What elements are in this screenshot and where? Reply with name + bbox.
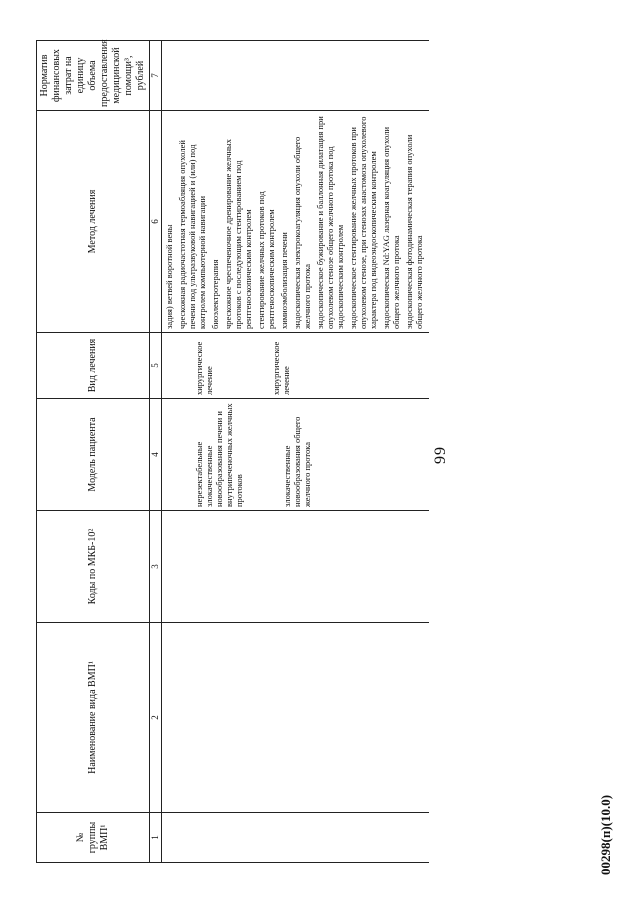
page-number: 99 [432,446,449,464]
method-item: чрескожная радиочастотная термоабляция опухолей печени под ультразвуковой навигацией и (или) под контролем компьютерной навигации [176,140,207,329]
table-row [161,41,429,863]
treatment-type-cell [161,333,429,399]
cost-norm-cell [161,41,429,111]
method-item: эндоскопическое бужирование и баллонная дилатация при опухолевом стенозе общего желчного протока под эндоскопическим контролем [314,116,345,329]
group-number-cell [161,813,429,863]
column-index: 4 [150,399,162,511]
header-vmp-name: Наименование вида ВМП¹ [37,623,150,813]
vmp-table [36,40,429,863]
icd-codes-cell [161,511,429,623]
column-index: 6 [150,111,162,333]
method-item: задия) ветвей воротной вены [163,224,174,329]
patient-model-2: злокачественные новообразования общего желчного протока [281,416,312,507]
treatment-type-2: хирургическое лечение [270,341,291,395]
header-row [37,41,150,863]
patient-model-1: нерезектабельные злокачественные новообразования печени и внутрипеченочных желчных протоков [193,403,244,507]
document-code: 00298(п)(10.0) [598,794,613,875]
header-icd-codes: Коды по МКБ-10² [37,511,150,623]
header-treatment-method: Метод лечения [37,111,150,333]
vmp-name-cell [161,623,429,813]
header-treatment-type: Вид лечения [37,333,150,399]
treatment-type-1: хирургическое лечение [193,341,214,395]
column-index: 5 [150,333,162,399]
header-cost-norm: Норматив финансовых затрат на единицу объема предоставления медицинской помощи³, рублей [37,41,150,111]
column-index: 7 [150,41,162,111]
column-index: 1 [150,813,162,863]
column-index: 3 [150,511,162,623]
method-item: эндоскопическая электрокоагуляция опухоли общего желчного протока [291,136,312,329]
header-patient-model: Модель пациента [37,399,150,511]
method-item: химиоэмболизация печени [278,232,289,329]
method-item: чрескожное чреспеченочное дренирование желчных протоков с последующим стентированием под рентгеноскопическим контролем [222,139,253,329]
method-item: эндоскопическая Nd:YAG лазерная коагуляция опухоли общего желчного протока [380,126,401,329]
treatment-method-cell [161,111,429,333]
column-index-row [150,41,162,863]
column-index: 2 [150,623,162,813]
patient-model-cell [161,399,429,511]
method-item: биоэлектротерапия [209,259,220,329]
method-item: стентирование желчных протоков под рентгеноскопическим контролем [255,191,276,329]
method-item: эндоскопическая фотодинамическая терапия опухоли общего желчного протока [403,134,424,329]
method-item: эндоскопическое стентирование желчных протоков при опухолевом стенозе, при стенозах анастомоза опухолевого характера под видеоэндоскопическим контролем [347,116,378,329]
header-group-number: № группы ВМП¹ [37,813,150,863]
